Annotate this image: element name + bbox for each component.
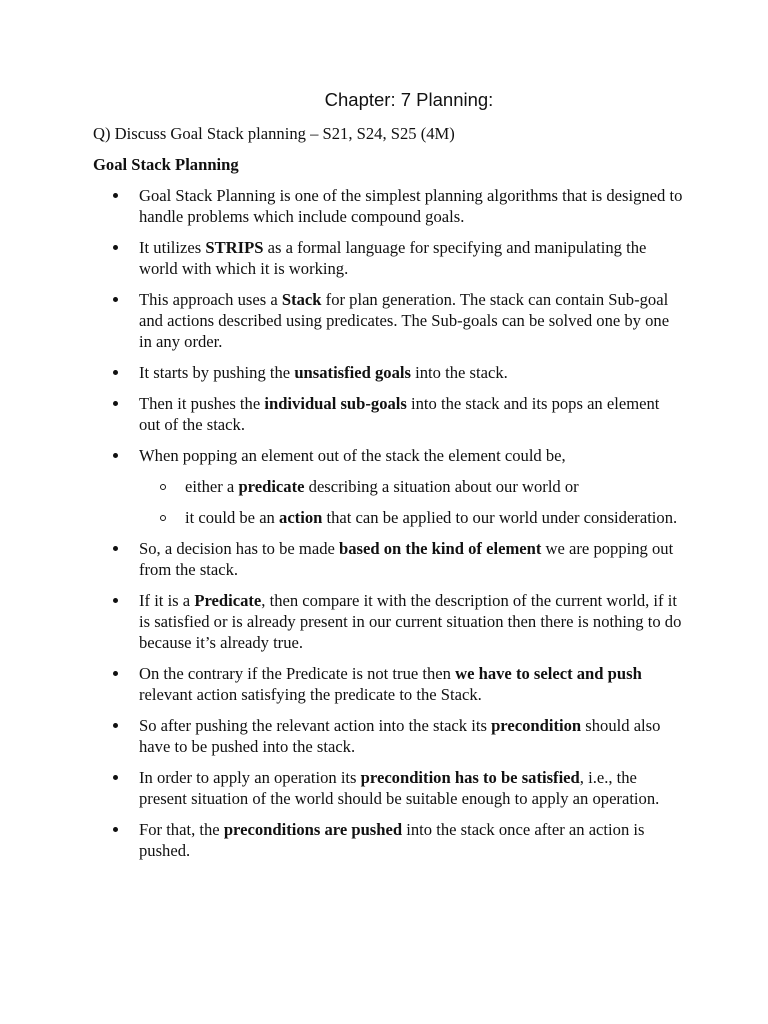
bullet-item [93,445,683,528]
bullet-emphasis: precondition has to be satisfied [360,768,580,787]
bullet-emphasis: STRIPS [205,238,264,257]
bullet-emphasis: Stack [281,290,322,309]
sub-bullet-emphasis: action [279,508,323,527]
bullet-text: When popping an element out of the stack the element could be, [139,446,566,465]
bullet-text: Then it pushes the [139,394,265,413]
bullet-item [93,185,683,227]
bullet-list [93,185,683,871]
bullet-text: So, a decision has to be made [139,539,340,558]
bullet-emphasis: Predicate [194,591,262,610]
bullet-emphasis: we have to select and push [455,664,642,683]
sub-bullet-text: either a [185,477,239,496]
circle-bullet-icon [160,484,166,490]
bullet-item [93,663,683,705]
bullet-dot-icon [113,723,118,728]
bullet-emphasis: based on the kind of element [339,539,542,558]
bullet-emphasis: preconditions are pushed [223,820,403,839]
bullet-item [93,767,683,809]
bullet-text: It utilizes [139,238,206,257]
sub-bullet-text: describing a situation about our world or [304,477,579,496]
bullet-item [93,715,683,757]
bullet-text: On the contrary if the Predicate is not true then [139,664,456,683]
bullet-dot-icon [113,453,118,458]
bullet-dot-icon [113,671,118,676]
bullet-text: So after pushing the relevant action into the stack its [139,716,492,735]
bullet-item [93,237,683,279]
bullet-dot-icon [113,370,118,375]
bullet-dot-icon [113,775,118,780]
bullet-dot-icon [113,598,118,603]
bullet-text: , i.e., the present situation of the world should be suitable enough to apply an operation. [139,768,660,808]
bullet-emphasis: unsatisfied goals [294,363,411,382]
bullet-dot-icon [113,297,118,302]
bullet-text: Goal Stack Planning is one of the simplest planning algorithms that is designed to handle problems which include compound goals. [139,186,683,226]
section-heading: Goal Stack Planning [93,155,239,174]
bullet-dot-icon [113,401,118,406]
sub-bullet-text: it could be an [185,508,280,527]
circle-bullet-icon [160,515,166,521]
bullet-item [93,590,683,653]
bullet-emphasis: precondition [491,716,582,735]
sub-bullet-item [139,476,683,497]
bullet-text: In order to apply an operation its [139,768,361,787]
question-line: Q) Discuss Goal Stack planning – S21, S24, S25 (4M) [93,124,455,143]
bullet-item [93,362,683,383]
bullet-text: should also have to be pushed into the stack. [139,716,661,756]
bullet-item [93,819,683,861]
bullet-text: , then compare it with the description of the current world, if it is satisfied or is already present in our current situation then there is nothing to do because it’s already true. [139,591,682,652]
bullet-text: for plan generation. The stack can contain Sub-goal and actions described using predicates. The Sub-goals can be solved one by one in any order. [139,290,670,351]
bullet-item [93,289,683,352]
sub-bullet-text: that can be applied to our world under consideration. [322,508,678,527]
bullet-text: It starts by pushing the [139,363,295,382]
bullet-text: as a formal language for specifying and manipulating the world with which it is working. [139,238,647,278]
bullet-item [93,538,683,580]
bullet-text: relevant action satisfying the predicate to the Stack. [139,685,482,704]
bullet-text: This approach uses a [139,290,282,309]
sub-bullet-list [139,476,683,528]
bullet-item [93,393,683,435]
bullet-text: If it is a [139,591,195,610]
bullet-dot-icon [113,546,118,551]
bullet-emphasis: individual sub-goals [264,394,407,413]
sub-bullet-emphasis: predicate [238,477,305,496]
bullet-text: into the stack. [410,363,508,382]
sub-bullet-item [139,507,683,528]
bullet-text: into the stack and its pops an element out of the stack. [139,394,660,434]
bullet-text: into the stack once after an action is pushed. [139,820,645,860]
chapter-title: Chapter: 7 Planning: [324,89,494,110]
bullet-text: For that, the [139,820,224,839]
bullet-text: we are popping out from the stack. [139,539,674,579]
bullet-dot-icon [113,245,118,250]
bullet-dot-icon [113,827,118,832]
bullet-dot-icon [113,193,118,198]
